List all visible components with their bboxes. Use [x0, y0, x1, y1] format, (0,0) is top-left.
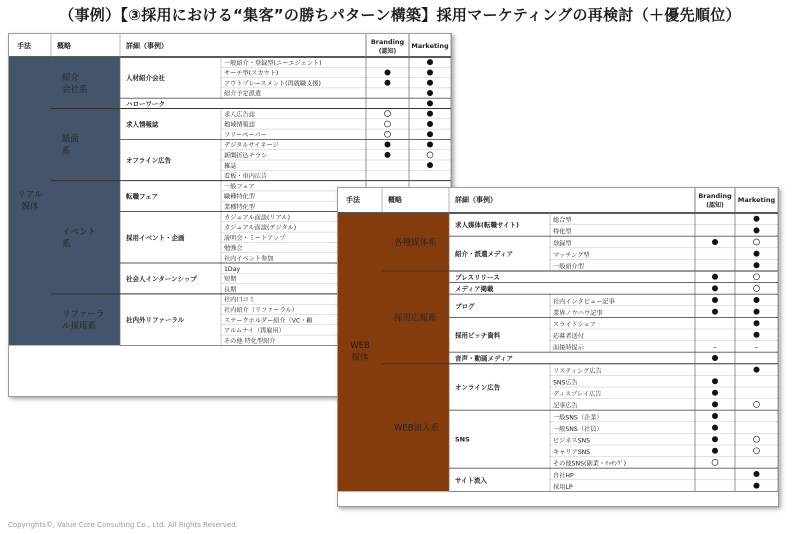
item-text: アルムナイ（再雇用）: [224, 327, 285, 335]
priority-open-mark: [754, 448, 760, 454]
priority-filled-mark: [754, 297, 760, 303]
priority-open-mark: [754, 239, 760, 245]
method-label: 媒体: [351, 353, 369, 364]
header-branding-sub: (認知): [378, 48, 397, 55]
header-overview: 概略: [57, 42, 71, 50]
item-text: 紹介予定派遣: [224, 90, 262, 98]
item-text: SNS広告: [553, 379, 578, 387]
category-name: 採用イベント・企画: [126, 233, 185, 242]
priority-dash-mark: -: [713, 342, 717, 352]
priority-filled-mark: [754, 262, 760, 268]
item-text: 短期: [224, 276, 237, 284]
priority-filled-mark: [754, 227, 760, 233]
priority-filled-mark: [385, 142, 391, 148]
priority-filled-mark: [427, 59, 433, 65]
category-name: サイト流入: [455, 476, 488, 485]
priority-filled-mark: [712, 436, 718, 442]
item-text: アウトプレースメント(再就職支援): [224, 80, 321, 88]
header-overview: 概略: [388, 196, 402, 204]
item-text: 記事広告: [553, 402, 578, 410]
priority-filled-mark: [712, 239, 718, 245]
header-method: 手法: [17, 42, 31, 50]
item-text: 職種特化型: [224, 193, 255, 201]
item-text: リスティング広告: [553, 367, 602, 375]
header-branding: Branding: [698, 192, 732, 200]
priority-filled-mark: [712, 413, 718, 419]
item-text: 看板・車内広告: [224, 173, 268, 181]
category-name: 音声・動画メディア: [455, 354, 513, 363]
priority-filled-mark: [712, 285, 718, 291]
item-text: 面接時提示: [553, 344, 584, 352]
method-label: WEB: [350, 341, 370, 352]
header-detail: 詳細（事例）: [126, 42, 168, 50]
group-label: イベント: [62, 227, 97, 238]
group-cell: [51, 181, 120, 294]
item-text: 一般SNS（社員）: [553, 425, 603, 433]
item-text: 1Day: [224, 265, 241, 273]
item-text: カジュアル面談(リアル): [224, 214, 291, 222]
priority-filled-mark: [427, 131, 433, 137]
priority-filled-mark: [385, 69, 391, 75]
priority-filled-mark: [427, 90, 433, 96]
category-name: オフライン広告: [126, 156, 172, 165]
priority-open-mark: [754, 436, 760, 442]
group-label: リファーラ: [62, 309, 105, 320]
method-cell: [338, 213, 382, 491]
item-text: 業界ノウハウ記事: [553, 309, 603, 317]
item-text: 業種特化型: [224, 204, 255, 211]
header-marketing: Marketing: [411, 42, 449, 50]
method-label: 媒体: [21, 202, 39, 213]
priority-dash-mark: -: [755, 342, 758, 352]
item-text: 登録型: [553, 240, 572, 248]
item-text: ディスプレイ広告: [553, 391, 602, 399]
item-text: 特化型: [553, 228, 572, 236]
item-text: 社内イベント参加: [224, 255, 274, 263]
priority-filled-mark: [754, 332, 760, 338]
item-text: 新聞折込チラシ: [224, 152, 268, 160]
priority-filled-mark: [427, 142, 433, 148]
header-method: 手法: [346, 196, 360, 204]
priority-filled-mark: [754, 367, 760, 373]
priority-filled-mark: [385, 80, 391, 86]
item-text: 社内口コミ: [224, 296, 255, 304]
item-text: 説明会・ミートアップ: [224, 234, 286, 242]
group-label: 紹介: [62, 72, 80, 83]
header-branding-sub: (認知): [706, 202, 724, 209]
group-label: 紙面: [62, 134, 80, 145]
item-text: 総合型: [553, 217, 572, 225]
method-label: リアル: [17, 190, 43, 201]
category-name: 人材紹介会社: [126, 74, 165, 83]
priority-filled-mark: [427, 162, 433, 168]
priority-filled-mark: [427, 111, 433, 117]
item-text: 一般紹介型: [553, 263, 584, 271]
priority-filled-mark: [712, 297, 718, 303]
group-label: WEB流入系: [394, 423, 440, 434]
priority-open-mark: [754, 401, 760, 407]
item-text: 一般フェア: [224, 183, 255, 191]
category-name: プレスリリース: [455, 273, 500, 282]
web-media-table: [338, 188, 778, 506]
priority-filled-mark: [712, 378, 718, 384]
group-label: 系: [62, 239, 71, 250]
priority-filled-mark: [712, 355, 718, 361]
priority-filled-mark: [712, 390, 718, 396]
item-text: 一般紹介・登録型(ニーエジェント): [224, 59, 322, 67]
priority-filled-mark: [427, 69, 433, 75]
priority-filled-mark: [427, 100, 433, 106]
header-branding: Branding: [370, 38, 405, 46]
category-name: 社会人インターンシップ: [126, 274, 197, 283]
priority-filled-mark: [754, 483, 760, 489]
header-detail: 詳細（事例）: [455, 196, 497, 204]
category-name: オンライン広告: [455, 383, 501, 392]
priority-open-mark: [427, 152, 433, 158]
priority-filled-mark: [754, 309, 760, 315]
copyright-notice: Copyrights©, Value Core Consulting Co., Ltd. All Rights Reserved.: [8, 521, 238, 529]
priority-filled-mark: [754, 320, 760, 326]
group-label: 系: [62, 146, 71, 157]
item-text: マッチング型: [553, 251, 590, 259]
item-text: 求人広告誌: [224, 111, 255, 119]
priority-open-mark: [754, 274, 760, 280]
item-text: フリーペーパー: [224, 131, 267, 139]
priority-open-mark: [712, 459, 718, 465]
item-text: 一般SNS（企業）: [553, 414, 603, 422]
priority-filled-mark: [754, 251, 760, 257]
item-text: 自社HP: [553, 472, 574, 480]
priority-filled-mark: [712, 401, 718, 407]
priority-filled-mark: [712, 309, 718, 315]
priority-filled-mark: [712, 448, 718, 454]
category-name: 社内外リファーラル: [126, 316, 185, 325]
item-text: その他 特化型紹介: [224, 337, 276, 345]
item-text: スライドシェア: [553, 321, 597, 329]
item-text: 地域情報誌: [224, 121, 255, 129]
priority-open-mark: [385, 131, 391, 137]
priority-filled-mark: [385, 152, 391, 158]
priority-filled-mark: [427, 121, 433, 127]
priority-filled-mark: [754, 471, 760, 477]
group-cell: [51, 57, 120, 109]
category-name: ブログ: [455, 302, 475, 311]
item-text: 応募者送付: [553, 333, 584, 341]
category-name: 紹介・派遣メディア: [455, 250, 513, 259]
priority-open-mark: [385, 121, 391, 127]
group-label: 採用広報系: [394, 313, 437, 324]
priority-filled-mark: [712, 274, 718, 280]
category-name: ハローワーク: [126, 99, 165, 108]
header-marketing: Marketing: [737, 196, 776, 204]
item-text: ステークホルダー紹介（VC・顧: [224, 317, 313, 325]
group-label: 各種媒体系: [394, 238, 437, 248]
category-name: メディア掲載: [455, 284, 494, 293]
item-text: デジタルサイネージ: [224, 142, 279, 150]
item-text: 社内紹介（リファーラル）: [224, 307, 298, 314]
category-name: 求人媒体(転職サイト): [455, 221, 519, 230]
category-name: SNS: [455, 435, 470, 444]
item-text: その他SNS(副業・ﾏｯﾁﾝｸﾞ): [553, 460, 626, 468]
item-text: 社内インタビュー記事: [553, 298, 615, 306]
group-label: ル採用系: [62, 321, 97, 332]
priority-filled-mark: [754, 216, 760, 222]
item-text: サーチ型(スカウト): [224, 70, 279, 78]
group-label: 会社系: [62, 84, 88, 95]
category-name: 転職フェア: [126, 192, 159, 201]
priority-filled-mark: [427, 80, 433, 86]
page-title: （事例）【③採用における“集客”の勝ちパターン構築】採用マーケティングの再検討（＋優先順位）: [59, 6, 741, 24]
item-text: 雑誌: [224, 162, 237, 170]
priority-filled-mark: [712, 425, 718, 431]
category-name: 求人情報誌: [126, 120, 159, 129]
item-text: ビジネスSNS: [553, 437, 591, 445]
item-text: カジュアル面談(デジタル): [224, 224, 297, 232]
web-media-table-sheet: [337, 187, 779, 507]
item-text: キャリアSNS: [553, 449, 591, 457]
priority-open-mark: [385, 111, 391, 117]
priority-open-mark: [754, 285, 760, 291]
category-name: 採用ピッチ資料: [455, 331, 501, 340]
item-text: 勉強会: [224, 245, 243, 253]
item-text: 長期: [224, 286, 237, 294]
method-cell: [9, 57, 51, 345]
item-text: 採用LP: [553, 483, 573, 491]
